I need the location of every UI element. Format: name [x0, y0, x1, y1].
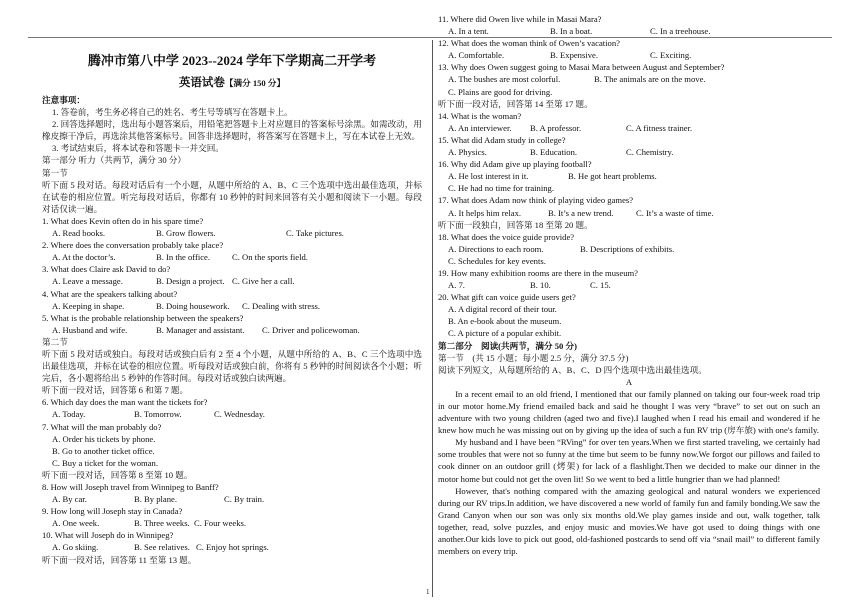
part2-heading: 第二部分 阅读(共两节，满分 50 分)	[438, 340, 577, 351]
column-divider	[432, 40, 433, 597]
option-b: B. In the office.	[156, 252, 211, 263]
options-8	[42, 493, 422, 505]
notice-label: 注意事项：	[42, 95, 85, 105]
exam-title: 腾冲市第八中学 2023--2024 学年下学期高二开学考	[87, 53, 377, 68]
options-9	[42, 517, 422, 529]
option-c: C. Exciting.	[650, 50, 692, 61]
option-c: C. 15.	[590, 280, 611, 291]
option-7c: C. Buy a ticket for the woman.	[52, 457, 158, 468]
option-c: C. On the sports field.	[232, 252, 308, 263]
part1-sec1-heading: 第一节	[42, 167, 68, 178]
exam-subtitle	[42, 76, 422, 91]
options-6	[42, 408, 422, 420]
direction-18: 听下面一段独白，回答第 18 至第 20 题。	[438, 219, 593, 230]
option-b: B. 10.	[530, 280, 551, 291]
notice-item-2: 2. 回答选择题时，选出每小题答案后，用铅笔把答题卡上对应题目的答案标号涂黑。如需改动，用橡皮擦干净后，再选涂其他答案标号。回答非选择题时，将答案写在答题卡上，写在本试卷上无效。	[42, 119, 422, 142]
option-a: A. Physics.	[448, 147, 487, 158]
option-a: A. 7.	[448, 280, 465, 291]
question-3: 3. What does Claire ask David to do?	[42, 264, 171, 275]
option-a: A. Leave a message.	[52, 276, 123, 287]
option-c: C. Wednesday.	[214, 409, 265, 420]
option-b: B. A professor.	[530, 122, 582, 133]
option-b: B. It’s a new trend.	[548, 207, 614, 218]
option-c: C. Enjoy hot springs.	[196, 542, 269, 553]
left-column	[42, 42, 422, 566]
passage-paragraph-1: In a recent email to an old friend, I mentioned that our family planned on taking our four-week road trip in our motor home.My friend emailed back and said he thought I was very “brave” to set out on such an adventure with two young children (aged two and five).I laughed when I read his email and wondered if he knew how much he was missing out on by giving up the idea of such a fun RV trip (房车旅) with one's family.	[438, 388, 820, 436]
option-20c: C. A picture of a popular exhibit.	[448, 328, 562, 339]
question-18: 18. What does the voice guide provide?	[438, 231, 575, 242]
question-1: 1. What does Kevin often do in his spare time?	[42, 215, 204, 226]
option-a: A. At the doctor’s.	[52, 252, 116, 263]
option-c: C. By train.	[224, 494, 265, 505]
question-20: 20. What gift can voice guide users get?	[438, 292, 576, 303]
question-11: 11. Where did Owen live while in Masai Mara?	[438, 14, 602, 24]
options-2	[42, 251, 422, 263]
question-9: 9. How long will Joseph stay in Canada?	[42, 506, 183, 517]
question-17: 17. What does Adam now think of playing video games?	[438, 195, 634, 206]
option-c: C. Four weeks.	[194, 518, 247, 529]
option-c: C. It’s a waste of time.	[636, 207, 714, 218]
right-column	[438, 13, 820, 557]
option-b: B. Education.	[530, 147, 578, 158]
option-c: C. Take pictures.	[286, 228, 344, 239]
options-19	[438, 279, 820, 291]
option-b: B. Three weeks.	[134, 518, 190, 529]
question-6: 6. Which day does the man want the tickets for?	[42, 397, 208, 408]
part1-heading: 第一部分 听力（共两节，满分 30 分）	[42, 155, 186, 166]
option-a: A. Keeping in shape.	[52, 300, 125, 311]
question-4: 4. What are the speakers talking about?	[42, 288, 178, 299]
direction-6: 听下面一段对话，回答第 6 和第 7 题。	[42, 385, 189, 396]
option-a: A. Comfortable.	[448, 50, 505, 61]
question-8: 8. How will Joseph travel from Winnipeg to Banff?	[42, 482, 219, 492]
question-2: 2. Where does the conversation probably take place?	[42, 240, 224, 251]
direction-11: 听下面一段对话，回答第 11 至第 13 题。	[42, 554, 197, 565]
option-b: B. Grow flowers.	[156, 228, 216, 239]
full-score: 【满分 150 分】	[224, 78, 286, 88]
option-7a: A. Order his tickets by phone.	[52, 433, 156, 444]
option-c: C. Give her a call.	[232, 276, 295, 287]
subject-label: 英语试卷	[178, 77, 225, 89]
options-4	[42, 300, 422, 312]
option-c: C. Chemistry.	[626, 147, 674, 158]
option-c: C. Dealing with stress.	[242, 300, 321, 311]
part1-sec2-heading: 第二节	[42, 336, 68, 347]
option-a: A. Directions to each room.	[448, 243, 544, 254]
option-b: B. Tomorrow.	[134, 409, 182, 420]
option-20a: A. A digital record of their tour.	[448, 304, 557, 315]
option-a: A. Go skiing.	[52, 542, 99, 553]
option-a: A. In a tent.	[448, 26, 489, 37]
options-5	[42, 324, 422, 336]
notice-item-1: 1. 答卷前，考生务必将自己的姓名、考生号等填写在答题卡上。	[52, 107, 293, 118]
option-b: B. He got heart problems.	[568, 171, 657, 182]
part2-sec1: 第一节 (共 15 小题；每小题 2.5 分，满分 37.5 分)	[438, 352, 629, 363]
option-a: A. Today.	[52, 409, 86, 420]
part2-instructions: 阅读下列短文，从每题所给的 A、B、C、D 四个选项中选出最佳选项。	[438, 364, 707, 375]
option-a: A. He lost interest in it.	[448, 171, 529, 182]
options-13	[438, 73, 820, 85]
question-7: 7. What will the man probably do?	[42, 421, 162, 432]
options-16	[438, 170, 820, 182]
option-a: A. Husband and wife.	[52, 324, 128, 335]
option-16c: C. He had no time for training.	[448, 183, 554, 194]
notice-item-3: 3. 考试结束后，将本试卷和答题卡一并交回。	[52, 143, 224, 154]
passage-label: A	[625, 376, 633, 387]
option-b: B. Doing housework.	[156, 300, 230, 311]
question-5: 5. What is the probable relationship between the speakers?	[42, 312, 244, 323]
option-b: B. By plane.	[134, 494, 177, 505]
option-b: B. Expensive.	[550, 50, 598, 61]
option-b: B. Manager and assistant.	[156, 324, 245, 335]
passage-paragraph-2: My husband and I have been “RVing” for over ten years.When we first started traveling, we certainly had some troubles that were not so funny at the time but seem to be funny now.We forgot our pillows and failed to cook dinner on an outdoor grill (烤架) for lack of a flashlight.Then we decided to make our dinner in the motor home but could not get the oven lit! So we went to bed a little hungrier than we had planned!	[438, 437, 820, 484]
options-12	[438, 49, 820, 61]
question-16: 16. Why did Adam give up playing football?	[438, 159, 592, 170]
option-a: A. By car.	[52, 494, 87, 505]
options-11	[438, 25, 820, 37]
question-13: 13. Why does Owen suggest going to Masai Mara between August and September?	[438, 62, 725, 73]
question-10: 10. What will Joseph do in Winnipeg?	[42, 530, 174, 541]
options-10	[42, 541, 422, 553]
option-b: B. The animals are on the move.	[594, 74, 706, 85]
option-a: A. An interviewer.	[448, 122, 512, 133]
option-20b: B. An e-book about the museum.	[448, 316, 562, 327]
option-a: A. The bushes are most colorful.	[448, 74, 561, 85]
option-b: B. In a boat.	[550, 26, 593, 37]
direction-8: 听下面一段对话，回答第 8 至第 10 题。	[42, 469, 193, 480]
option-a: A. One week.	[52, 518, 100, 529]
part1-sec1-instructions: 听下面 5 段对话。每段对话后有一个小题，从题中所给的 A、B、C 三个选项中选出最佳选项，并标在试卷的相应位置。听完每段对话后，你都有 10 秒钟的时间来回答有关小题和阅读下一小题。每段对话仅读一遍。	[42, 179, 423, 214]
option-7b: B. Go to another ticket office.	[52, 445, 155, 456]
options-18	[438, 243, 820, 255]
options-1	[42, 227, 422, 239]
direction-14: 听下面一段对话，回答第 14 至第 17 题。	[438, 98, 593, 109]
option-18c: C. Schedules for key events.	[448, 255, 546, 266]
option-c: C. In a treehouse.	[650, 26, 711, 37]
option-b: B. Design a project.	[156, 276, 225, 287]
question-14: 14. What is the woman?	[438, 110, 522, 121]
option-13c: C. Plains are good for driving.	[448, 86, 553, 97]
options-14	[438, 122, 820, 134]
option-a: A. It helps him relax.	[448, 207, 522, 218]
options-17	[438, 207, 820, 219]
option-c: C. Driver and policewoman.	[262, 324, 360, 335]
options-3	[42, 275, 422, 287]
option-b: B. See relatives.	[134, 542, 190, 553]
options-15	[438, 146, 820, 158]
page-number: 1	[426, 588, 430, 596]
option-a: A. Read books.	[52, 228, 105, 239]
passage-paragraph-3: However, that's nothing compared with the amazing geological and natural wonders we experienced during our RV trips.In addition, we have discovered a new world of family fun and family bonding.We saw the Grand Canyon when our son was only six months old.We play games inside and out, walk together, talk together, read, solve puzzles, and enjoy music and movies.We have got used to doing things with one another.Our kids love to pick out good, old-fashioned postcards to send off via “snail mail” to different family members on every trip.	[438, 485, 820, 557]
option-c: C. A fitness trainer.	[626, 122, 693, 133]
question-19: 19. How many exhibition rooms are there in the museum?	[438, 267, 638, 278]
option-b: B. Descriptions of exhibits.	[580, 243, 675, 254]
question-15: 15. What did Adam study in college?	[438, 134, 566, 145]
question-12: 12. What does the woman think of Owen’s vacation?	[438, 38, 620, 49]
part1-sec2-instructions: 听下面 5 段对话或独白。每段对话或独白后有 2 至 4 个小题，从题中所给的 A、B、C 三个选项中选出最佳选项，并标在试卷的相应位置。听每段对话或独白前，你将有 5 秒钟的时间阅读各个小题；听完后，各小题将给出 5 秒钟的作答时间。每段对话或独白读两遍。	[42, 348, 422, 384]
